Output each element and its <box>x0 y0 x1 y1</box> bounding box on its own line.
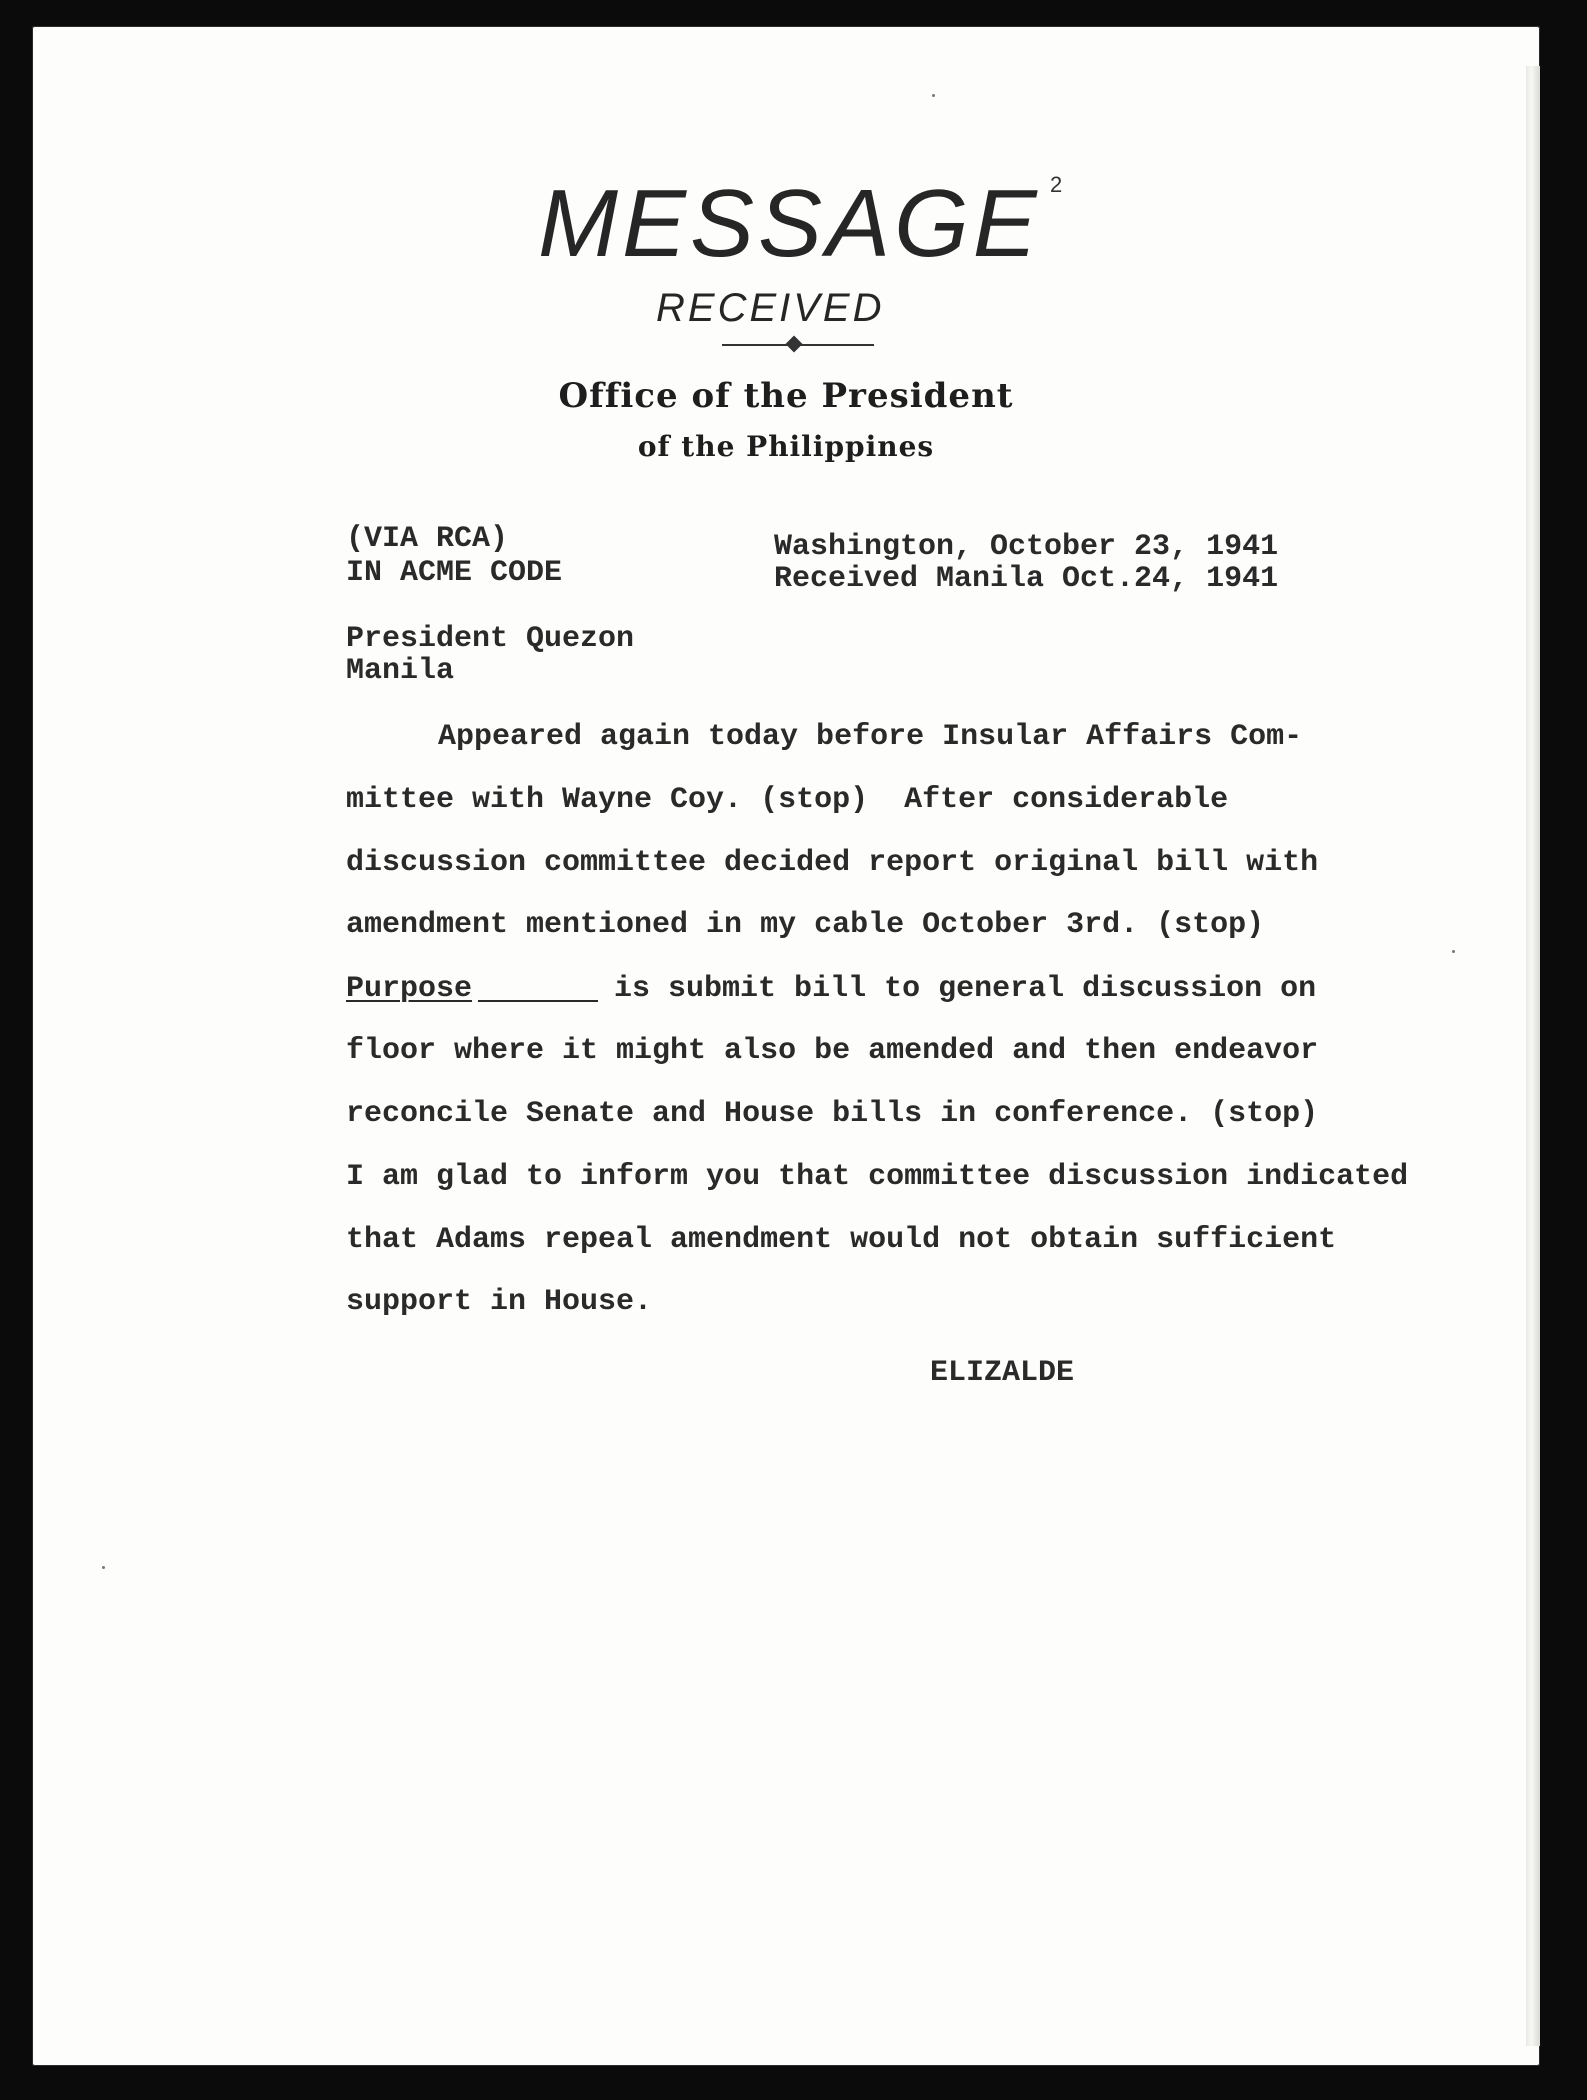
divider-diamond-icon <box>786 336 803 353</box>
routing-via: (VIA RCA) <box>346 522 509 556</box>
paper-speck <box>1452 950 1455 953</box>
body-line: amendment mentioned in my cable October 3rd. (stop) <box>346 908 1265 942</box>
addressee-city: Manila <box>346 654 455 688</box>
letterhead-country: of the Philippines <box>637 430 935 463</box>
addressee-name: President Quezon <box>346 622 635 656</box>
body-line-rest: is submit bill to general discussion on <box>614 972 1317 1006</box>
letterhead-office: Office of the President <box>558 376 1014 416</box>
blank-underline <box>478 1000 598 1002</box>
body-line: I am glad to inform you that committee discussion indicated <box>346 1160 1409 1194</box>
paper-speck <box>102 1566 105 1569</box>
body-line: support in House. <box>346 1285 653 1319</box>
routing-code: IN ACME CODE <box>346 556 563 590</box>
paper-speck <box>932 94 935 97</box>
letterhead-title: MESSAGE <box>538 170 1041 277</box>
signature: ELIZALDE <box>930 1356 1075 1390</box>
dateline: Washington, October 23, 1941 <box>774 530 1279 564</box>
body-line: discussion committee decided report original bill with <box>346 846 1319 880</box>
body-line <box>346 972 1316 1006</box>
body-line: reconcile Senate and House bills in conference. (stop) <box>346 1097 1319 1131</box>
body-line: Appeared again today before Insular Affairs Com- <box>438 720 1303 754</box>
paper-edge <box>1526 66 1540 2046</box>
body-line: that Adams repeal amendment would not obtain sufficient <box>346 1223 1337 1257</box>
received-date: Received Manila Oct.24, 1941 <box>774 562 1279 596</box>
body-line: mittee with Wayne Coy. (stop) After considerable <box>346 783 1229 817</box>
letterhead-subtitle: RECEIVED <box>656 286 885 330</box>
underlined-word: Purpose <box>346 972 473 1006</box>
page-number-mark: 2 <box>1050 172 1063 197</box>
body-line: floor where it might also be amended and then endeavor <box>346 1034 1319 1068</box>
document-page <box>32 26 1540 2066</box>
